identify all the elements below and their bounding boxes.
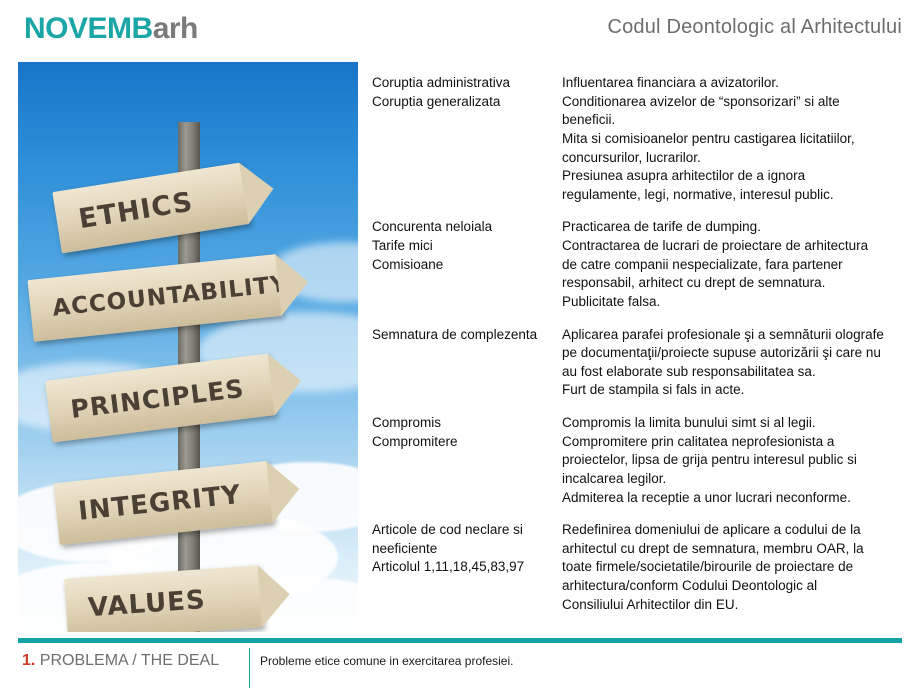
category-line: Semnatura de complezenta [372, 326, 538, 342]
signpost-photo [18, 62, 358, 632]
category-line: Articolul 1,11,18,45,83,97 [372, 559, 525, 575]
sign-arrow-icon [239, 158, 278, 224]
table-row [372, 521, 906, 614]
description-line: Redefinirea domeniului de aplicare a codului de la [562, 522, 861, 538]
category-line: Coruptia administrativa [372, 75, 511, 90]
issue-description [562, 74, 906, 204]
footer-caption: Probleme etice comune in exercitarea profesiei. [260, 654, 514, 668]
issue-description [562, 521, 906, 614]
issue-category [372, 218, 562, 311]
category-line: Tarife mici [372, 238, 433, 253]
category-line: Comisioane [372, 256, 444, 272]
logo-text-primary: NOVEMB [24, 12, 153, 45]
issue-category [372, 414, 562, 507]
issue-category [372, 74, 562, 204]
sign-arrow-icon [275, 251, 311, 316]
description-line: Furt de stampila si fals in acte. [562, 382, 745, 398]
description-line: de catre companii nespecializate, fara partener [562, 256, 843, 272]
table-row [372, 74, 906, 204]
sign-label: PRINCIPLES [68, 373, 246, 424]
description-line: proiectelor, lipsa de grija pentru interesul public si [562, 452, 857, 468]
category-line: Compromitere [372, 433, 458, 449]
sign-label: INTEGRITY [76, 479, 243, 527]
sign-arrow-icon [258, 563, 292, 627]
category-line: neeficiente [372, 540, 438, 556]
footer-section [22, 652, 219, 670]
footer-accent-bar [18, 638, 902, 643]
table-row [372, 414, 906, 507]
description-line: Practicarea de tarife de dumping. [562, 219, 761, 235]
sign-label: ETHICS [76, 186, 196, 235]
description-line: arhitectura/conform Codului Deontologic al [562, 578, 818, 593]
category-line: Compromis [372, 415, 442, 430]
issue-description [562, 326, 906, 401]
description-line: Contractarea de lucrari de proiectare de arhitectura [562, 238, 869, 253]
description-line: Aplicarea parafei profesionale şi a semnăturii olografe [562, 326, 884, 342]
sign-arrow-icon [266, 458, 302, 523]
description-line: Publicitate falsa. [562, 293, 661, 309]
issues-table [372, 74, 906, 628]
description-line: responsabil, arhitect cu drept de semnatura. [562, 275, 826, 291]
description-line: regulamente, legi, normative, interesul public. [562, 186, 834, 202]
issue-category [372, 521, 562, 614]
brand-logo [24, 12, 198, 46]
category-line: Articole de cod neclare si [372, 522, 523, 538]
description-line: Compromis la limita bunului simt si al legii. [562, 415, 816, 430]
description-line: arhitectul cu drept de semnatura, membru OAR, la [562, 540, 864, 556]
table-row [372, 218, 906, 311]
sign-label: VALUES [87, 585, 207, 624]
footer-divider [249, 648, 250, 688]
category-line: Coruptia generalizata [372, 93, 501, 109]
description-line: toate firmele/societatile/birourile de proiectare de [562, 559, 854, 575]
page-header [0, 0, 920, 58]
description-line: Influentarea financiara a avizatorilor. [562, 75, 779, 90]
page-title: Codul Deontologic al Arhitectului [607, 16, 902, 38]
description-line: concursurilor, lucrarilor. [562, 149, 701, 165]
table-row [372, 326, 906, 401]
description-line: au fost elaborate sub responsabilitatea sa. [562, 363, 816, 379]
description-line: Mita si comisioanelor pentru castigarea licitatiilor, [562, 130, 855, 146]
description-line: Conditionarea avizelor de “sponsorizari” si alte [562, 93, 840, 109]
description-line: pe documentaţii/proiecte supuse autorizării şi care nu [562, 345, 881, 361]
issue-description [562, 414, 906, 507]
description-line: Consiliului Arhitectilor din EU. [562, 596, 739, 612]
footer-section-label: PROBLEMA / THE DEAL [35, 652, 220, 669]
slide-content [0, 62, 920, 637]
logo-text-secondary: arh [152, 12, 198, 45]
sign-board [52, 163, 249, 254]
description-line: beneficii. [562, 112, 616, 128]
issue-category [372, 326, 562, 401]
description-line: Compromitere prin calitatea neprofesionista a [562, 433, 835, 449]
sign-label: ACCOUNTABILITY [51, 271, 290, 322]
page-footer [0, 638, 920, 690]
description-line: incalcarea legilor. [562, 470, 667, 486]
issue-description [562, 218, 906, 311]
category-line: Concurenta neloiala [372, 219, 493, 235]
footer-section-number: 1. [22, 652, 36, 669]
description-line: Presiunea asupra arhitectilor de a ignora [562, 168, 806, 184]
description-line: Admiterea la receptie a unor lucrari neconforme. [562, 489, 851, 505]
